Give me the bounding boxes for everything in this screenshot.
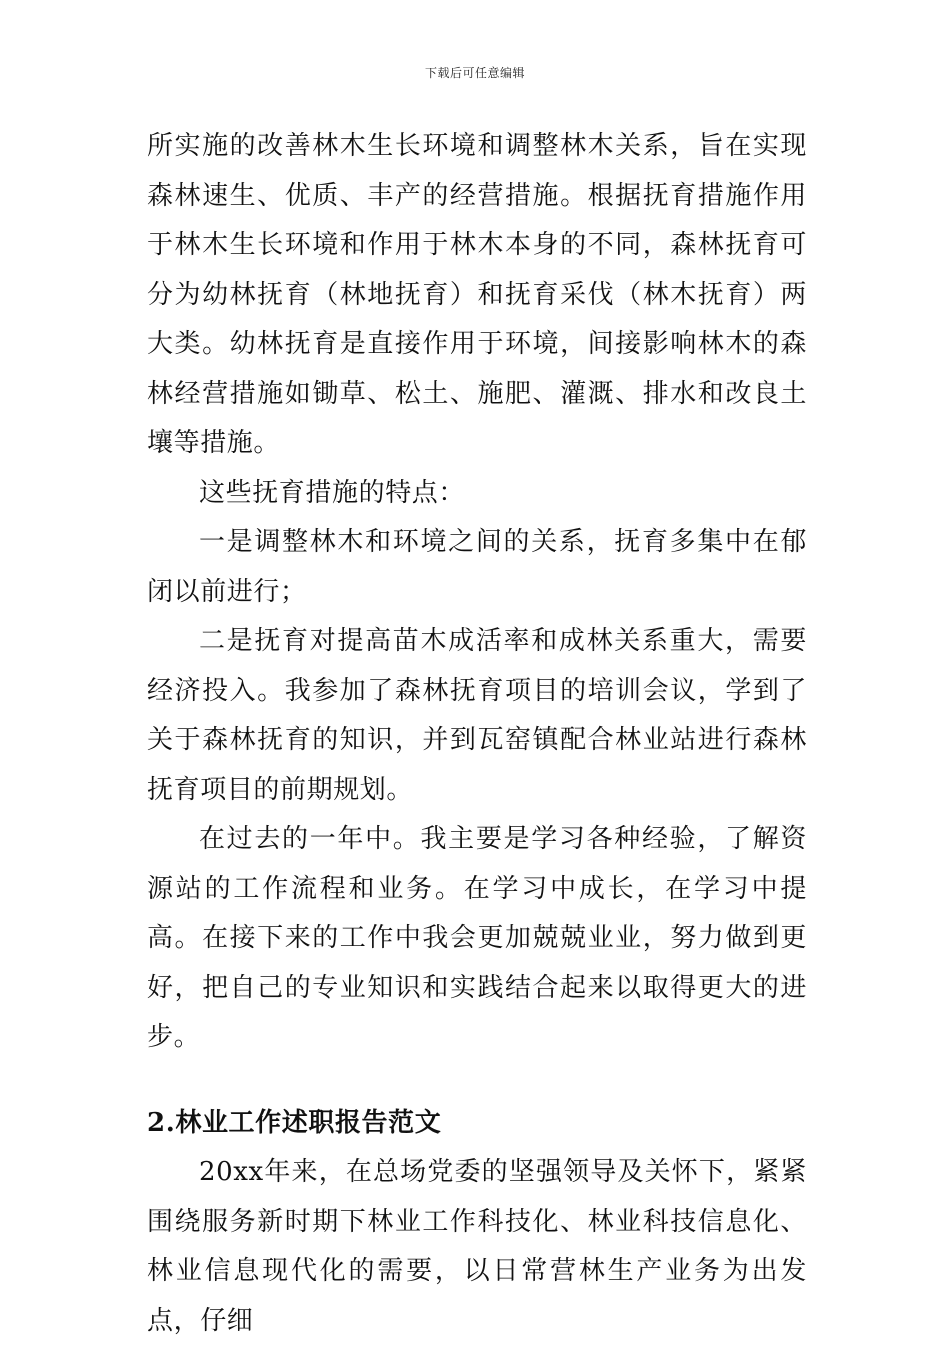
paragraph-feature-two: 二是抚育对提高苗木成活率和成林关系重大，需要经济投入。我参加了森林抚育项目的培训会议，学到了关于森林抚育的知识，并到瓦窑镇配合林业站进行森林抚育项目的前期规划。: [147, 626, 807, 805]
paragraph-feature-one: 一是调整林木和环境之间的关系，抚育多集中在郁闭以前进行；: [147, 527, 807, 607]
paragraph-section2: 20xx年来，在总场党委的坚强领导及关怀下，紧紧围绕服务新时期下林业工作科技化、林业科技信息化、林业信息现代化的需要，以日常营林生产业务为出发点，仔细: [147, 1157, 807, 1336]
paragraph-past-year: 在过去的一年中。我主要是学习各种经验，了解资源站的工作流程和业务。在学习中成长，在学习中提高。在接下来的工作中我会更加兢兢业业，努力做到更好，把自己的专业知识和实践结合起来以取得更大的进步。: [147, 824, 807, 1052]
paragraph-continued: 所实施的改善林木生长环境和调整林木关系，旨在实现森林速生、优质、丰产的经营措施。根据抚育措施作用于林木生长环境和作用于林木本身的不同，森林抚育可分为幼林抚育（林地抚育）和抚育采伐（林木抚育）两大类。幼林抚育是直接作用于环境，间接影响林木的森林经营措施如锄草、松土、施肥、灌溉、排水和改良土壤等措施。: [147, 131, 807, 458]
header-note: 下载后可任意编辑: [424, 66, 525, 80]
document-body: [147, 122, 807, 1346]
section-heading: 2.林业工作述职报告范文: [147, 1107, 442, 1138]
paragraph-features-intro: 这些抚育措施的特点：: [199, 477, 466, 508]
